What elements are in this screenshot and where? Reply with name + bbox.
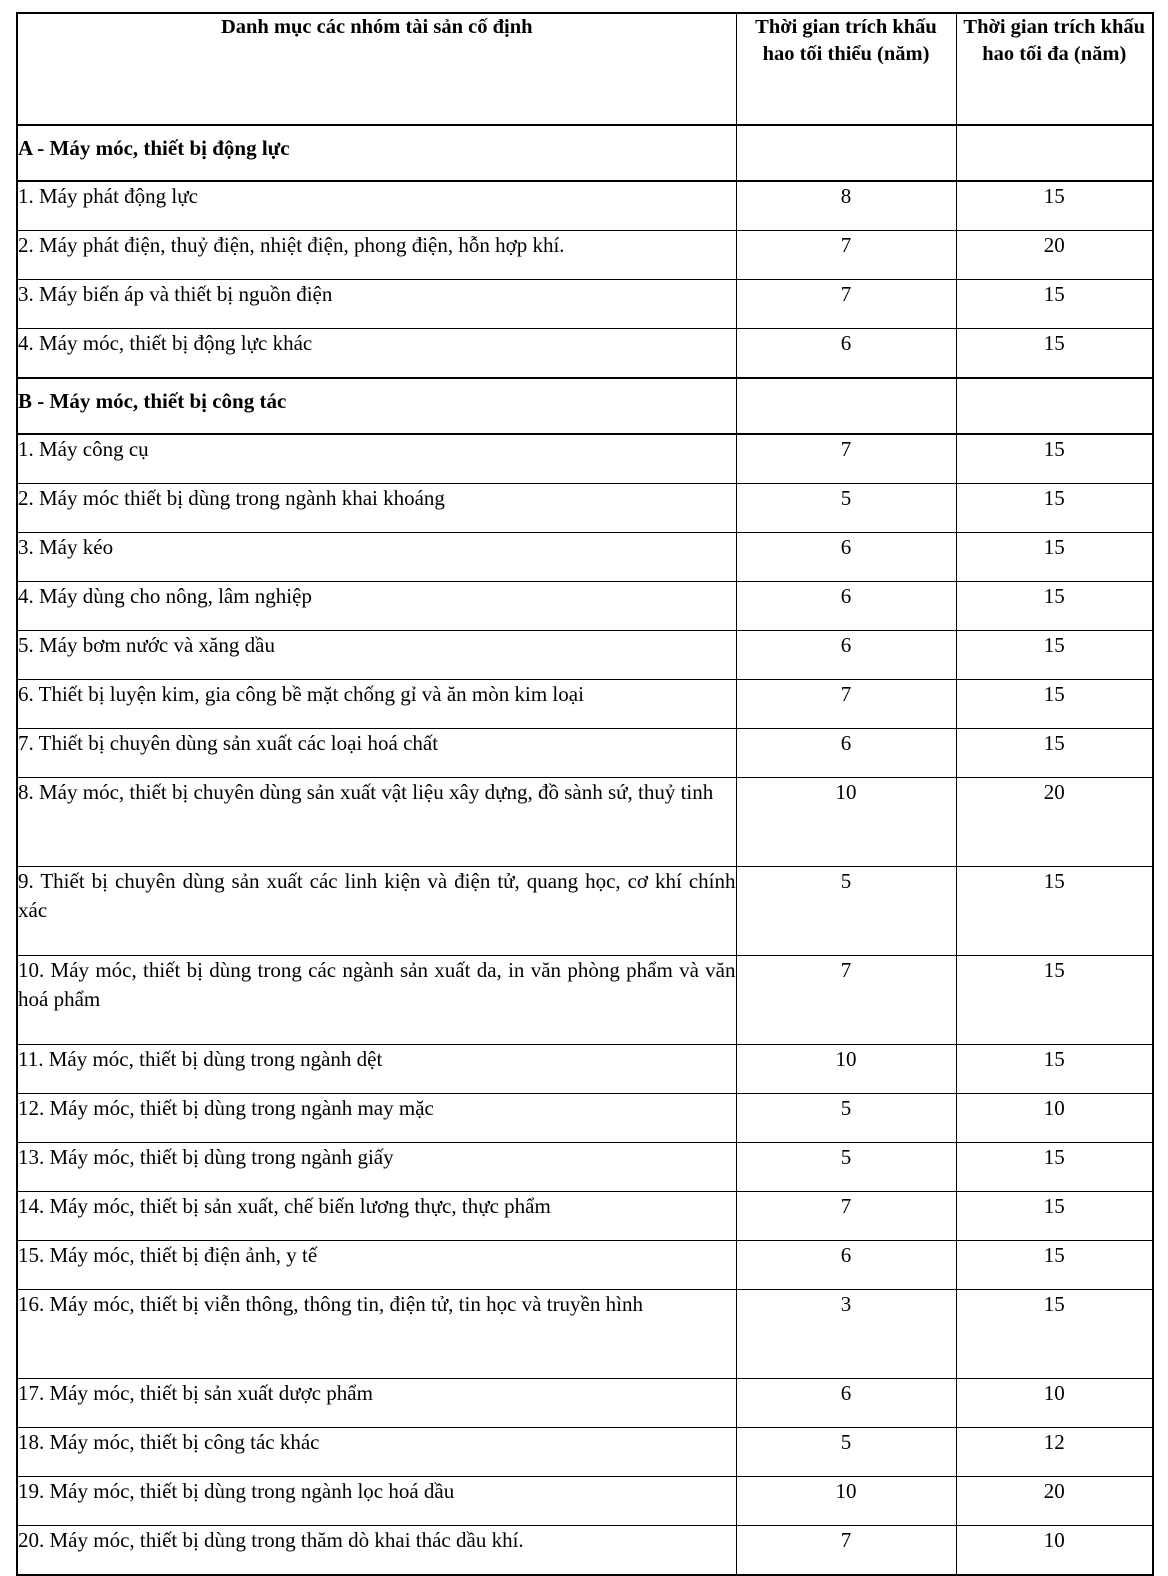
min-depreciation-years: 6: [736, 582, 956, 631]
min-depreciation-years: 6: [736, 1379, 956, 1428]
table-row: [17, 484, 1153, 533]
table-row: [17, 181, 1153, 231]
asset-category-label: 7. Thiết bị chuyên dùng sản xuất các loại hoá chất: [17, 729, 736, 778]
table-row: [17, 231, 1153, 280]
section-header-min-years: [736, 125, 956, 181]
table-header: [17, 13, 1153, 125]
max-depreciation-years: 12: [956, 1428, 1153, 1477]
max-depreciation-years: 15: [956, 867, 1153, 956]
max-depreciation-years: 10: [956, 1379, 1153, 1428]
min-depreciation-years: 7: [736, 956, 956, 1045]
table-row: [17, 680, 1153, 729]
asset-category-label: 4. Máy dùng cho nông, lâm nghiệp: [17, 582, 736, 631]
max-depreciation-years: 15: [956, 1045, 1153, 1094]
column-header-min-years: [736, 13, 956, 125]
max-depreciation-years: 15: [956, 1290, 1153, 1379]
asset-category-label: 6. Thiết bị luyện kim, gia công bề mặt chống gỉ và ăn mòn kim loại: [17, 680, 736, 729]
asset-category-label: 2. Máy móc thiết bị dùng trong ngành khai khoáng: [17, 484, 736, 533]
table-row: [17, 1526, 1153, 1576]
asset-category-label: 1. Máy phát động lực: [17, 181, 736, 231]
table-row: [17, 1379, 1153, 1428]
min-depreciation-years: 6: [736, 1241, 956, 1290]
max-depreciation-years: 15: [956, 484, 1153, 533]
min-depreciation-years: 5: [736, 1094, 956, 1143]
fixed-asset-depreciation-table: [16, 12, 1154, 1576]
section-header-min-years: [736, 378, 956, 434]
table-row: [17, 280, 1153, 329]
table-body: [17, 125, 1153, 1575]
asset-category-label: 12. Máy móc, thiết bị dùng trong ngành may mặc: [17, 1094, 736, 1143]
section-header-row: [17, 378, 1153, 434]
min-depreciation-years: 5: [736, 1428, 956, 1477]
max-depreciation-years: 15: [956, 329, 1153, 379]
section-header-row: [17, 125, 1153, 181]
column-header-category: Danh mục các nhóm tài sản cố định: [17, 13, 736, 125]
table-row: [17, 1192, 1153, 1241]
asset-category-label: 5. Máy bơm nước và xăng dầu: [17, 631, 736, 680]
table-row: [17, 434, 1153, 484]
min-depreciation-years: 10: [736, 1045, 956, 1094]
section-header-label: B - Máy móc, thiết bị công tác: [17, 378, 736, 434]
min-depreciation-years: 7: [736, 1526, 956, 1576]
min-depreciation-years: 7: [736, 680, 956, 729]
max-depreciation-years: 10: [956, 1526, 1153, 1576]
min-depreciation-years: 5: [736, 1143, 956, 1192]
asset-category-label: 18. Máy móc, thiết bị công tác khác: [17, 1428, 736, 1477]
section-header-label: A - Máy móc, thiết bị động lực: [17, 125, 736, 181]
min-depreciation-years: 7: [736, 434, 956, 484]
table-row: [17, 329, 1153, 379]
table-row: [17, 1045, 1153, 1094]
table-row: [17, 956, 1153, 1045]
asset-category-label: 8. Máy móc, thiết bị chuyên dùng sản xuất vật liệu xây dựng, đồ sành sứ, thuỷ tinh: [17, 778, 736, 867]
max-depreciation-years: 15: [956, 181, 1153, 231]
asset-category-label: 15. Máy móc, thiết bị điện ảnh, y tế: [17, 1241, 736, 1290]
asset-category-label: 19. Máy móc, thiết bị dùng trong ngành lọc hoá dầu: [17, 1477, 736, 1526]
table-row: [17, 582, 1153, 631]
section-header-max-years: [956, 125, 1153, 181]
asset-category-label: 17. Máy móc, thiết bị sản xuất dược phẩm: [17, 1379, 736, 1428]
min-depreciation-years: 5: [736, 867, 956, 956]
column-header-max-years: [956, 13, 1153, 125]
max-depreciation-years: 15: [956, 1241, 1153, 1290]
max-depreciation-years: 15: [956, 956, 1153, 1045]
max-depreciation-years: 10: [956, 1094, 1153, 1143]
min-depreciation-years: 6: [736, 533, 956, 582]
asset-category-label: 14. Máy móc, thiết bị sản xuất, chế biến lương thực, thực phẩm: [17, 1192, 736, 1241]
min-depreciation-years: 10: [736, 778, 956, 867]
asset-category-label: 2. Máy phát điện, thuỷ điện, nhiệt điện, phong điện, hỗn hợp khí.: [17, 231, 736, 280]
table-row: [17, 1094, 1153, 1143]
max-depreciation-years: 15: [956, 582, 1153, 631]
max-depreciation-years: 15: [956, 1143, 1153, 1192]
asset-category-label: 11. Máy móc, thiết bị dùng trong ngành dệt: [17, 1045, 736, 1094]
max-depreciation-years: 15: [956, 631, 1153, 680]
max-depreciation-years: 15: [956, 533, 1153, 582]
min-depreciation-years: 8: [736, 181, 956, 231]
min-depreciation-years: 3: [736, 1290, 956, 1379]
table-row: [17, 631, 1153, 680]
column-header-max-years-text: Thời gian trích khấu hao tối đa (năm): [963, 16, 1146, 65]
asset-category-label: 3. Máy biến áp và thiết bị nguồn điện: [17, 280, 736, 329]
table-row: [17, 778, 1153, 867]
column-header-min-years-text: Thời gian trích khấu hao tối thiểu (năm): [755, 16, 937, 65]
min-depreciation-years: 7: [736, 280, 956, 329]
table-row: [17, 867, 1153, 956]
max-depreciation-years: 15: [956, 434, 1153, 484]
asset-category-label: 4. Máy móc, thiết bị động lực khác: [17, 329, 736, 379]
asset-category-label: 3. Máy kéo: [17, 533, 736, 582]
table-row: [17, 729, 1153, 778]
max-depreciation-years: 20: [956, 231, 1153, 280]
max-depreciation-years: 15: [956, 680, 1153, 729]
asset-category-label: 16. Máy móc, thiết bị viễn thông, thông tin, điện tử, tin học và truyền hình: [17, 1290, 736, 1379]
section-header-max-years: [956, 378, 1153, 434]
max-depreciation-years: 20: [956, 778, 1153, 867]
asset-category-label: 20. Máy móc, thiết bị dùng trong thăm dò khai thác dầu khí.: [17, 1526, 736, 1576]
asset-category-label: 13. Máy móc, thiết bị dùng trong ngành giấy: [17, 1143, 736, 1192]
header-row: [17, 13, 1153, 125]
max-depreciation-years: 15: [956, 280, 1153, 329]
min-depreciation-years: 6: [736, 329, 956, 379]
min-depreciation-years: 6: [736, 631, 956, 680]
min-depreciation-years: 6: [736, 729, 956, 778]
min-depreciation-years: 7: [736, 231, 956, 280]
max-depreciation-years: 20: [956, 1477, 1153, 1526]
table-row: [17, 1241, 1153, 1290]
asset-category-label: 10. Máy móc, thiết bị dùng trong các ngành sản xuất da, in văn phòng phẩm và văn hoá phẩm: [17, 956, 736, 1045]
max-depreciation-years: 15: [956, 1192, 1153, 1241]
table-row: [17, 1428, 1153, 1477]
table-row: [17, 533, 1153, 582]
table-row: [17, 1143, 1153, 1192]
asset-category-label: 1. Máy công cụ: [17, 434, 736, 484]
min-depreciation-years: 7: [736, 1192, 956, 1241]
min-depreciation-years: 10: [736, 1477, 956, 1526]
asset-category-label: 9. Thiết bị chuyên dùng sản xuất các linh kiện và điện tử, quang học, cơ khí chính xác: [17, 867, 736, 956]
min-depreciation-years: 5: [736, 484, 956, 533]
table-row: [17, 1477, 1153, 1526]
max-depreciation-years: 15: [956, 729, 1153, 778]
table-row: [17, 1290, 1153, 1379]
